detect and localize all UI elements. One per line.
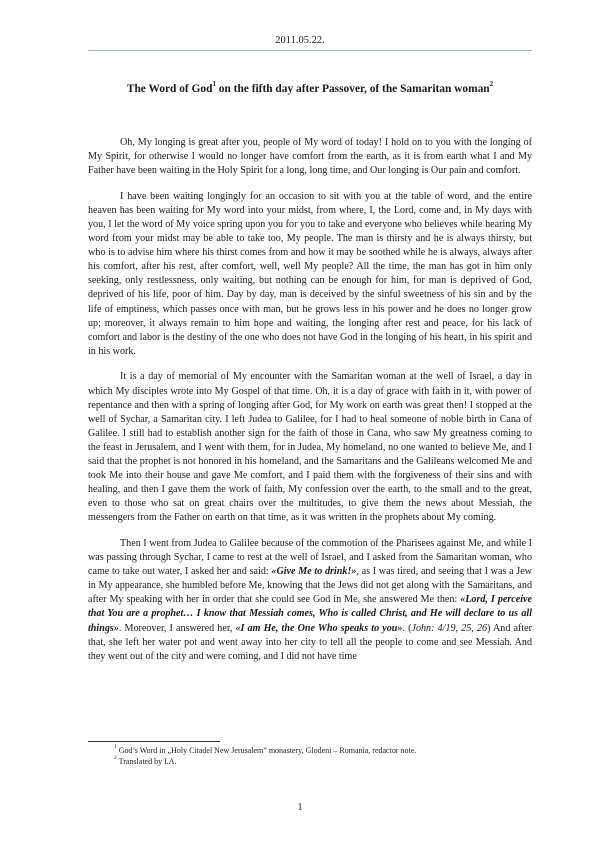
paragraph-4-text-4: . ( — [402, 622, 412, 634]
quote-i-am-he: «I am He, the One Who speaks to you» — [235, 622, 403, 634]
paragraph-4-text-5: ) And after that, she left her water pot and went away into her city to tell all the people to come and see Messiah. And they went out of the city and were coming, and I did not have time — [88, 622, 532, 662]
footnote-ref-1[interactable]: 1 — [212, 80, 216, 89]
footnote-2 — [114, 756, 534, 767]
footnote-1 — [114, 745, 534, 756]
paragraph-4-text-1: Then I went from Judea to Galilee because of the commotion of the Pharisees against Me, and while I was passing through Sychar, I came to rest at the well of Israel, and I asked from the Samaritan woman, who came to take out water, I asked her and said: — [88, 537, 532, 578]
footnote-2-number: 2 — [114, 755, 117, 762]
footnote-1-number: 1 — [114, 744, 117, 751]
footnote-separator — [88, 741, 220, 742]
paragraph-2: I have been waiting longingly for an occasion to sit with you at the table of word, and the entire heaven has been waiting for My word into your midst, from where, I, the Lord, come and, in My days with you, I let the word of My voice spring upon you for you to take and everyone who believes while hearing My word from your midst may be able to take too, My people. The man is thirsty and he is always thirsty, but who is to advise him where his thirst comes from and how it may be soothed while he is always, always after his comfort, after his rest, after comfort, well, well My people? All the time, the man has got in him only seeking, only restlessness, only waiting, but nothing can be enough for him, for man is deprived of God, deprived of his life, poor of him. Day by day, man is deceived by the sinful sweetness of his sin and by the life of emptiness, which passes once with man, but he grows less in his power and he does no longer grow up; moreover, it always remain to him hope and waiting, the longing after rest and peace, for his lack of comfort and labor is the destiny of the one who does not have God in the longing of his heart, in his spirit and in his work. — [88, 190, 532, 357]
page-number: 1 — [297, 802, 303, 813]
document-body — [88, 136, 532, 664]
footnote-1-text: God’s Word in „Holy Citadel New Jerusalem” monastery, Glodeni – Romania, redactor note. — [116, 746, 417, 755]
quote-give-me-to-drink: «Give Me to drink!» — [271, 566, 357, 578]
footnotes — [114, 745, 534, 767]
paragraph-4-text-3: . Moreover, I answered her, — [118, 622, 236, 634]
paragraph-3: It is a day of memorial of My encounter with the Samaritan woman at the well of Israel, a day in which My disciples wrote into My Gospel of that time. Oh, it is a day of grace with faith in it, with power of repentance and then with a spring of longing after God, for My work on earth was great then! I stopped at the well of Sychar, a Samaritan city. I left Judea to Galilee, for I had to heal someone of noble birth in Cana of Galilee. I still had to establish another sign for the faith of those in Cana, who saw My greatness coming to the feast in Jerusalem, and I went with them, for in Judea, My homeland, no one wanted to believe Me, and I said that the prophet is not honored in his homeland, and the Samaritans and the Galileans welcomed Me and took Me into their house and gave Me comfort, and I paid them with the forgiveness of their sins and with healing, and then I gave them the work of faith, My confession over the earth, to the small and to the great, even to those who sat on great chairs over the multitudes, to give them the news about Messiah, the messengers from the Father on earth on that time, as it was written in the prophets about My coming. — [88, 371, 532, 524]
paragraph-4-text-2: , as I was tired, and seeing that I was a Jew in My appearance, she humbled before Me, knowing that the Jews did not get along with the Samaritans, and after My speaking with her in order that she could see God in Me, she answered Me then: — [88, 566, 532, 606]
title-text-part2: on the fifth day after Passover, of the Samaritan woman — [215, 83, 490, 95]
document-title — [88, 82, 532, 96]
scripture-reference: John: 4/19, 25, 26 — [411, 622, 488, 634]
header-date: 2011.05.22. — [275, 35, 325, 46]
paragraph-4 — [88, 537, 532, 664]
footnote-2-text: Translated by I.A. — [116, 757, 177, 766]
paragraph-1: Oh, My longing is great after you, people of My word of today! I hold on to you with the longing of My Spirit, for otherwise I would no longer have comfort from the earth, as it is from earth what I and My Father have been waiting in the Holy Spirit for a long, long time, and Our longing is Our pain and comfort. — [88, 137, 532, 177]
header-rule — [88, 50, 532, 51]
footnote-ref-2[interactable]: 2 — [489, 80, 494, 89]
quote-lord-prophet: «Lord, I perceive that You are a prophet… I know that Messiah comes, Who is called Christ, and He will declare to us all things» — [88, 594, 532, 634]
title-text-part1: The Word of God — [126, 83, 213, 95]
